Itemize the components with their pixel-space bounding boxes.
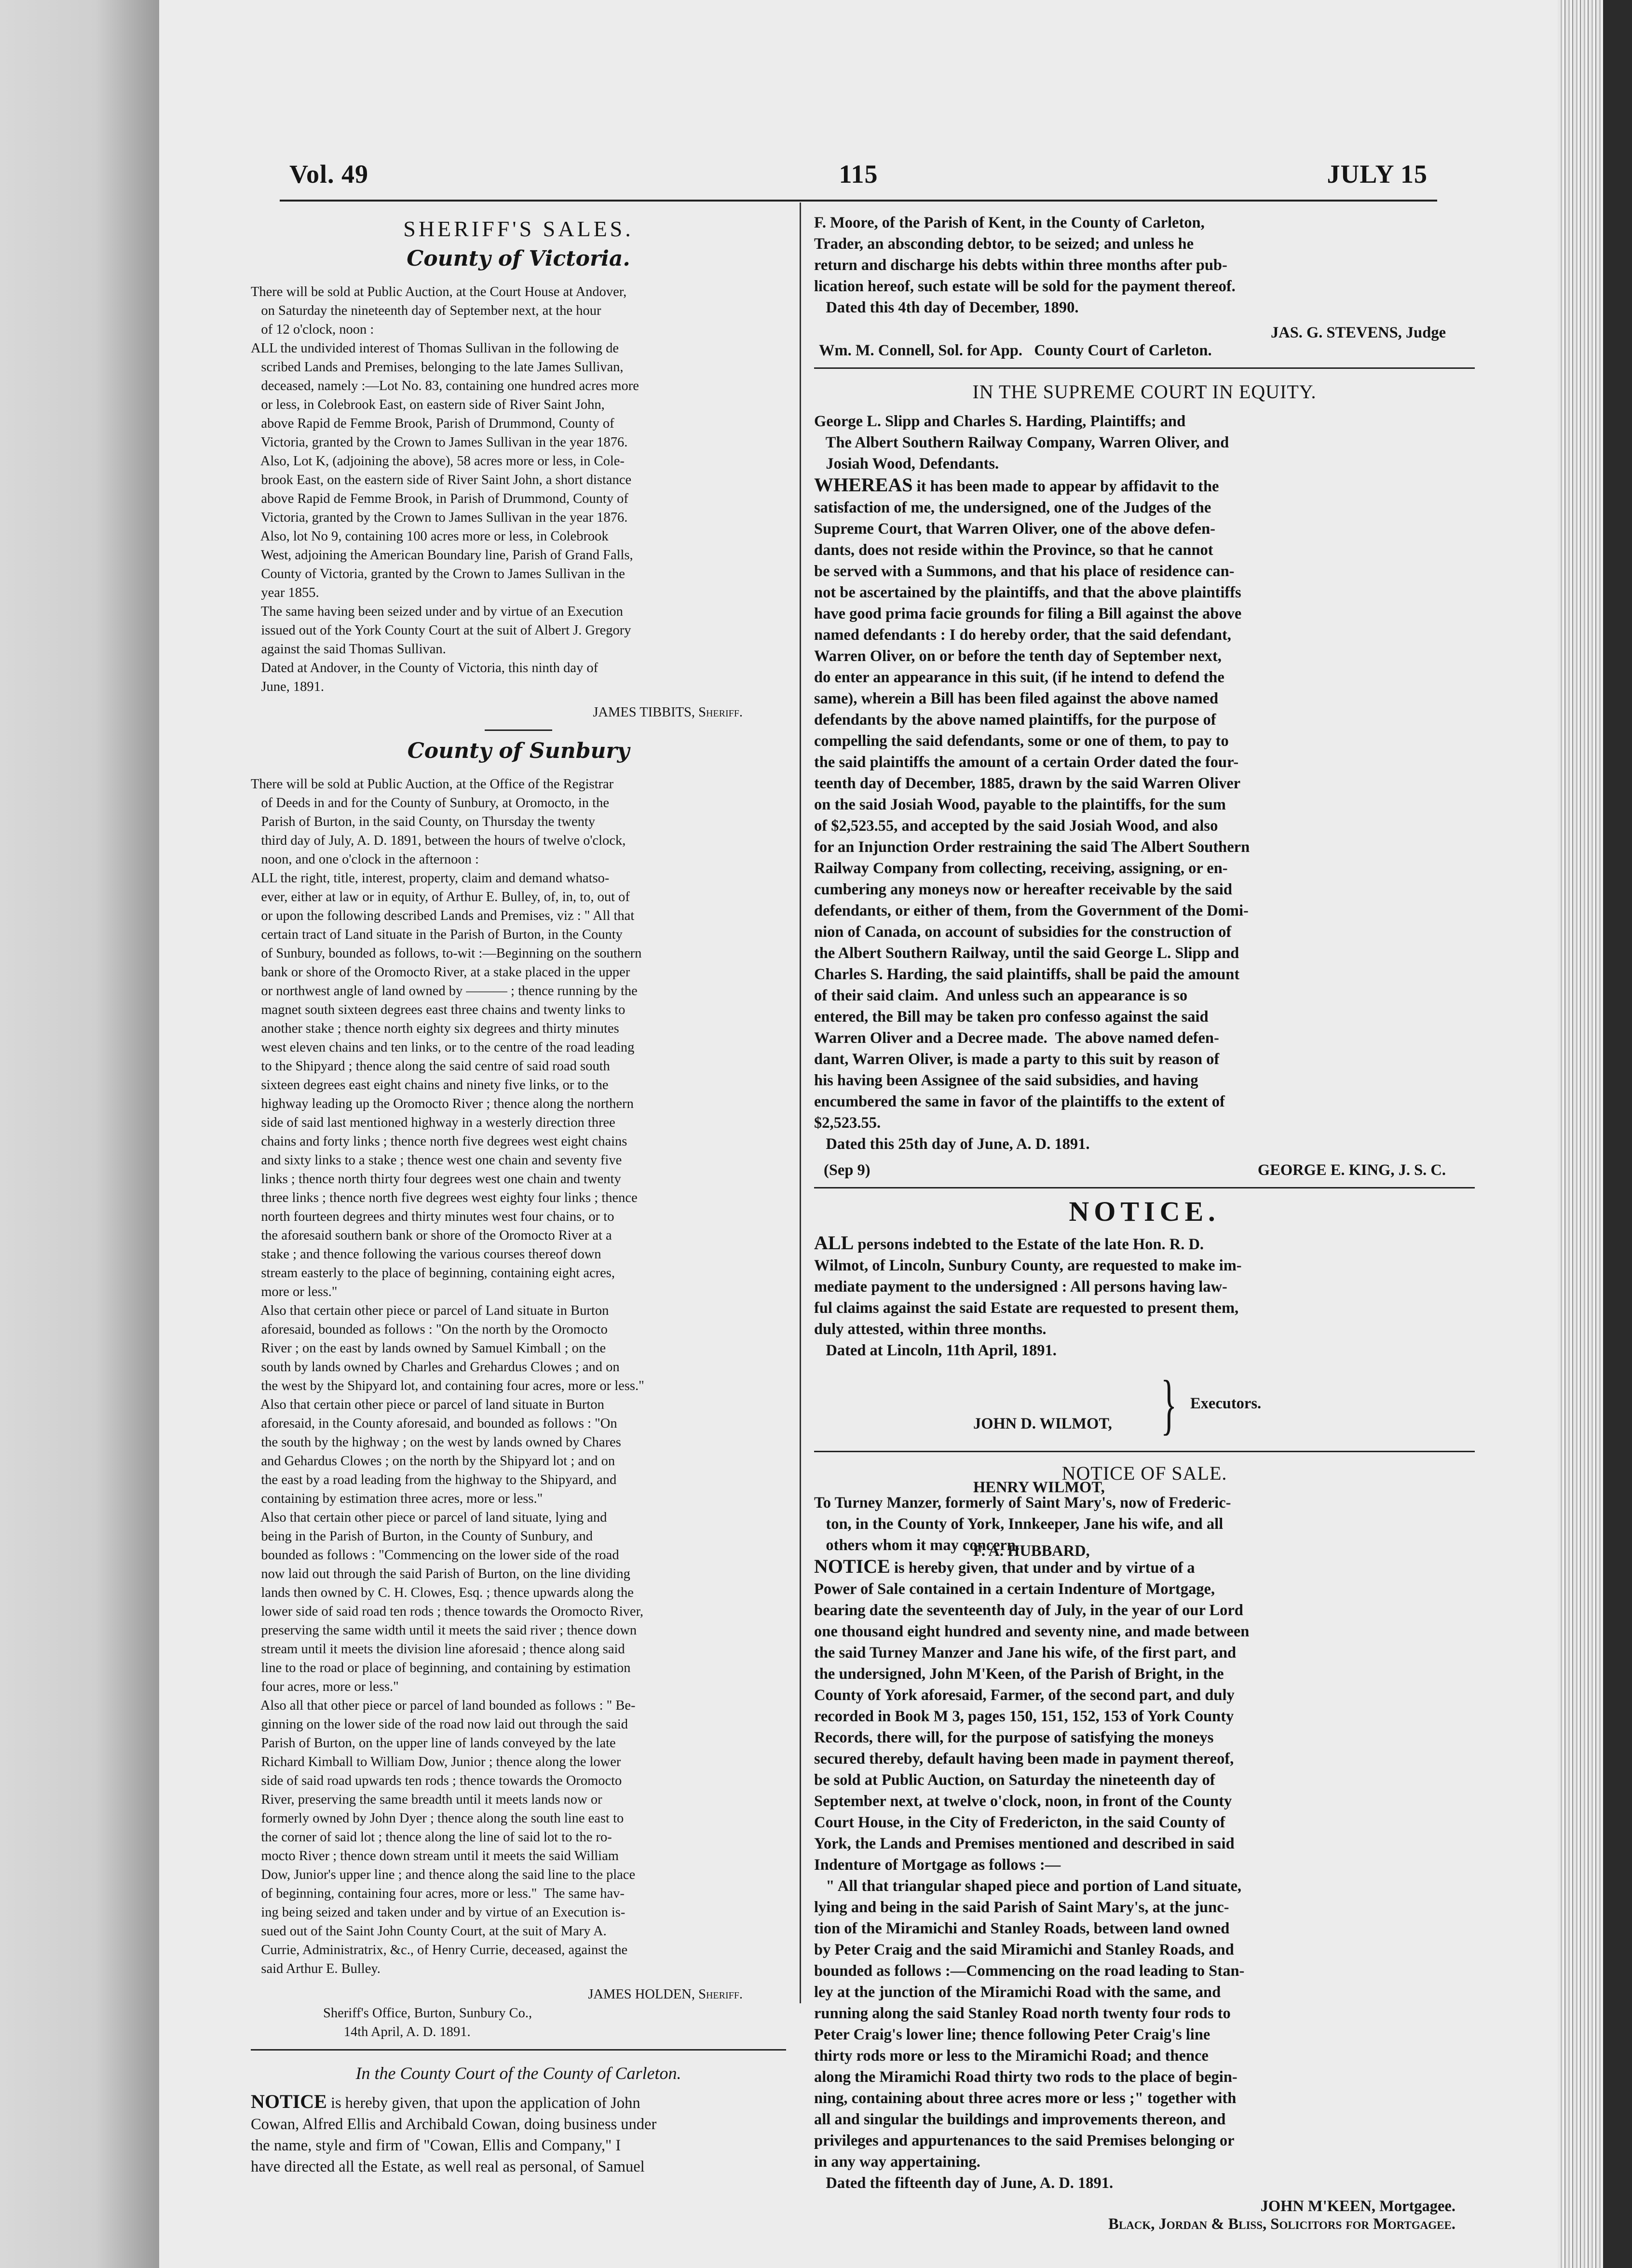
text-line: the Albert Southern Railway, until the said George L. Slipp and xyxy=(814,945,1239,962)
text-line: bounded as follows :—Commencing on the road leading to Stan- xyxy=(814,1962,1245,1980)
text-line: River ; on the east by lands owned by Samuel Kimball ; on the xyxy=(251,1341,606,1356)
text-line: F. Moore, of the Parish of Kent, in the County of Carleton, xyxy=(814,214,1205,231)
text-line: the said Turney Manzer and Jane his wife, of the first part, and xyxy=(814,1644,1237,1661)
section-rule xyxy=(814,1451,1475,1452)
text-line: sued out of the Saint John County Court, at the suit of Mary A. xyxy=(251,1924,607,1939)
text-line: cumbering any moneys now or hereafter receivable by the said xyxy=(814,881,1232,898)
text-line: West, adjoining the American Boundary line, Parish of Grand Falls, xyxy=(251,548,633,563)
text-line: Josiah Wood, Defendants. xyxy=(814,455,999,472)
issue-date: JULY 15 xyxy=(1327,160,1428,189)
text-line: The Albert Southern Railway Company, Warren Oliver, and xyxy=(814,434,1229,451)
header-rule xyxy=(280,200,1437,202)
text-line: bearing date the seventeenth day of July, in the year of our Lord xyxy=(814,1602,1243,1619)
text-line: stream until it meets the division line aforesaid ; thence along said xyxy=(251,1642,625,1657)
text-line: Power of Sale contained in a certain Indenture of Mortgage, xyxy=(814,1580,1215,1598)
text-line: four acres, more or less." xyxy=(251,1679,399,1694)
text-line: deceased, namely :—Lot No. 83, containing one hundred acres more xyxy=(251,378,639,393)
wilmot-notice-body xyxy=(814,1232,1475,1361)
text-line: recorded in Book M 3, pages 150, 151, 152, 153 of York County xyxy=(814,1708,1234,1725)
text-line: named defendants : I do hereby order, that the said defendant, xyxy=(814,626,1231,644)
text-line: Cowan, Alfred Ellis and Archibald Cowan, doing business under xyxy=(251,2116,657,2133)
text-line: against the said Thomas Sullivan. xyxy=(251,642,446,657)
text-line: be sold at Public Auction, on Saturday the nineteenth day of xyxy=(814,1771,1215,1789)
text-line: Peter Craig's lower line; thence following Peter Craig's line xyxy=(814,2026,1210,2043)
sep-reference: (Sep 9) xyxy=(824,1161,870,1179)
text-line: lying and being in the said Parish of Saint Mary's, at the junc- xyxy=(814,1899,1229,1916)
text-line: Records, there will, for the purpose of satisfying the moneys xyxy=(814,1729,1214,1746)
carleton-notice-body xyxy=(251,2091,786,2177)
text-line: the undersigned, John M'Keen, of the Parish of Bright, in the xyxy=(814,1665,1224,1683)
solicitors-line: Black, Jordan & Bliss, Solicitors for Mortgagee. xyxy=(1108,2215,1455,2233)
text-line: $2,523.55. xyxy=(814,1114,881,1132)
facing-page-edge xyxy=(0,0,159,2268)
text-line: aforesaid, bounded as follows : "On the north by the Oromocto xyxy=(251,1322,608,1337)
text-line: County of Victoria, granted by the Crown to James Sullivan in the xyxy=(251,567,625,581)
text-line: have good prima facie grounds for filing a Bill against the above xyxy=(814,605,1242,622)
sale-addressees xyxy=(814,1492,1475,1556)
text-line: be served with a Summons, and that his place of residence can- xyxy=(814,563,1235,580)
text-line: ginning on the lower side of the road now laid out through the said xyxy=(251,1717,628,1732)
text-line: dant, Warren Oliver, is made a party to this suit by reason of xyxy=(814,1051,1220,1068)
sheriff-office xyxy=(251,2004,786,2041)
text-line: is hereby given, that under and by virtue of a xyxy=(890,1559,1195,1577)
executor-name: F. A. HUBBARD, xyxy=(973,1542,1090,1560)
text-line: stake ; and thence following the various courses thereof down xyxy=(251,1247,601,1262)
text-line: have directed all the Estate, as well real as personal, of Samuel xyxy=(251,2158,645,2175)
text-line: Railway Company from collecting, receiving, assigning, or en- xyxy=(814,860,1228,877)
text-line: and sixty links to a stake ; thence west one chain and seventy five xyxy=(251,1153,622,1168)
text-line: above Rapid de Femme Brook, Parish of Drummond, County of xyxy=(251,416,614,431)
text-line: Also that certain other piece or parcel of land situate, lying and xyxy=(251,1510,607,1525)
text-line: Parish of Burton, in the said County, on Thursday the twenty xyxy=(251,814,596,829)
whereas-lead-word: WHEREAS xyxy=(814,474,913,496)
text-line: magnet south sixteen degrees east three chains and twenty links to xyxy=(251,1002,626,1017)
text-line: aforesaid, in the County aforesaid, and bounded as follows : "On xyxy=(251,1416,617,1431)
text-line: compelling the said defendants, some or one of them, to pay to xyxy=(814,732,1229,750)
sale-body xyxy=(814,1556,1475,2194)
text-line: issued out of the York County Court at the suit of Albert J. Gregory xyxy=(251,623,631,638)
text-line: entered, the Bill may be taken pro confesso against the said xyxy=(814,1008,1209,1026)
text-line: more or less." xyxy=(251,1284,338,1299)
victoria-intro xyxy=(251,283,786,339)
text-line: Dated at Lincoln, 11th April, 1891. xyxy=(814,1342,1057,1359)
text-line: is hereby given, that upon the application of John xyxy=(326,2094,640,2112)
text-line: Also all that other piece or parcel of land bounded as follows : " Be- xyxy=(251,1698,636,1713)
text-line: west eleven chains and ten links, or to the centre of the road leading xyxy=(251,1040,635,1055)
text-line: south by lands owned by Charles and Grehardus Clowes ; and on xyxy=(251,1360,620,1375)
all-lead-word: ALL xyxy=(814,1232,854,1254)
page-stack-edge xyxy=(1558,0,1632,2268)
text-line: duly attested, within three months. xyxy=(814,1321,1047,1338)
text-line: mocto River ; thence down stream until it meets the said William xyxy=(251,1849,619,1863)
page-number: 115 xyxy=(839,160,878,189)
text-line: another stake ; thence north eighty six degrees and thirty minutes xyxy=(251,1021,619,1036)
text-line: There will be sold at Public Auction, at the Office of the Registrar xyxy=(251,777,614,792)
solicitor-line: Wm. M. Connell, Sol. for App. County Court of Carleton. xyxy=(819,342,1212,359)
text-line: Trader, an absconding debtor, to be seized; and unless he xyxy=(814,235,1194,253)
text-line: stream easterly to the place of beginning, containing eight acres, xyxy=(251,1266,615,1281)
text-line: preserving the same width until it meets the said river ; thence down xyxy=(251,1623,637,1638)
text-line: Also, Lot K, (adjoining the above), 58 acres more or less, in Cole- xyxy=(251,454,625,469)
text-line: Richard Kimball to William Dow, Junior ; thence along the lower xyxy=(251,1755,621,1769)
text-line: being in the Parish of Burton, in the County of Sunbury, and xyxy=(251,1529,593,1544)
text-line: the aforesaid southern bank or shore of the Oromocto River at a xyxy=(251,1228,612,1243)
text-line: ful claims against the said Estate are requested to present them, xyxy=(814,1299,1239,1317)
left-column xyxy=(251,212,786,2175)
text-line: links ; thence north thirty four degrees west one chain and twenty xyxy=(251,1172,621,1187)
text-line: ing being seized and taken under and by virtue of an Execution is- xyxy=(251,1905,626,1920)
text-line: or northwest angle of land owned by ——— ; thence running by the xyxy=(251,984,638,999)
text-line: of Sunbury, bounded as follows, to-wit :—Beginning on the southern xyxy=(251,946,642,961)
text-line: the west by the Shipyard lot, and containing four acres, more or less." xyxy=(251,1378,644,1393)
text-line: lower side of said road ten rods ; thence towards the Oromocto River, xyxy=(251,1604,644,1619)
text-line: Victoria, granted by the Crown to James Sullivan in the year 1876. xyxy=(251,435,628,450)
text-line: same), wherein a Bill has been filed against the above named xyxy=(814,690,1219,707)
newspaper-page xyxy=(159,0,1558,2268)
victoria-sheriff-signature: JAMES TIBBITS, Sheriff. xyxy=(593,705,743,720)
text-line: Also, lot No 9, containing 100 acres more or less, in Colebrook xyxy=(251,529,609,544)
text-line: and Gehardus Clowes ; on the north by the Shipyard lot ; and on xyxy=(251,1454,615,1469)
text-line: formerly owned by John Dyer ; thence along the south line east to xyxy=(251,1811,624,1826)
executor-name: HENRY WILMOT, xyxy=(973,1479,1105,1496)
text-line: running along the said Stanley Road north twenty four rods to xyxy=(814,2005,1231,2022)
text-line: three links ; thence north five degrees west eighty four links ; thence xyxy=(251,1190,638,1205)
volume-label: Vol. 49 xyxy=(289,160,369,189)
text-line: Wilmot, of Lincoln, Sunbury County, are requested to make im- xyxy=(814,1257,1242,1274)
text-line: There will be sold at Public Auction, at the Court House at Andover, xyxy=(251,284,627,299)
text-line: Dated this 25th day of June, A. D. 1891. xyxy=(814,1135,1090,1153)
text-line: Sheriff's Office, Burton, Sunbury Co., xyxy=(323,2006,532,2021)
text-line: on the said Josiah Wood, payable to the plaintiffs, for the sum xyxy=(814,796,1226,813)
text-line: York, the Lands and Premises mentioned and described in said xyxy=(814,1835,1235,1852)
text-line: it has been made to appear by affidavit to the xyxy=(912,478,1219,495)
text-line: Indenture of Mortgage as follows :— xyxy=(814,1856,1061,1874)
text-line: Parish of Burton, on the upper line of lands conveyed by the late xyxy=(251,1736,616,1751)
mortgagee-signature: JOHN M'KEEN, Mortgagee. xyxy=(1260,2198,1455,2215)
text-line: Also that certain other piece or parcel of Land situate in Burton xyxy=(251,1303,609,1318)
text-line: mediate payment to the undersigned : All persons having law- xyxy=(814,1278,1227,1296)
text-line: Court House, in the City of Fredericton, in the said County of xyxy=(814,1814,1225,1831)
text-line: Warren Oliver, on or before the tenth day of September next, xyxy=(814,648,1222,665)
text-line: his having been Assignee of the said subsidies, and having xyxy=(814,1072,1198,1089)
text-line: The same having been seized under and by virtue of an Execution xyxy=(251,604,623,619)
text-line: satisfaction of me, the undersigned, one of the Judges of the xyxy=(814,499,1211,516)
carleton-notice-continued xyxy=(814,212,1475,318)
text-line: 14th April, A. D. 1891. xyxy=(323,2025,471,2039)
sunbury-heading: County of Sunbury xyxy=(407,739,630,763)
text-line: Dated the fifteenth day of June, A. D. 1891. xyxy=(814,2174,1114,2192)
text-line: certain tract of Land situate in the Parish of Burton, in the County xyxy=(251,927,623,942)
text-line: of beginning, containing four acres, more or less." The same hav- xyxy=(251,1886,625,1901)
text-line: ALL the right, title, interest, property, claim and demand whatso- xyxy=(251,871,610,886)
sale-lead-word: NOTICE xyxy=(814,1555,890,1577)
equity-heading: IN THE SUPREME COURT IN EQUITY. xyxy=(972,381,1317,403)
text-line: encumbered the same in favor of the plaintiffs to the extent of xyxy=(814,1093,1225,1110)
text-line: secured thereby, default having been made in payment thereof, xyxy=(814,1750,1234,1768)
sheriffs-sales-title: SHERIFF'S SALES. xyxy=(403,216,634,241)
text-line: noon, and one o'clock in the afternoon : xyxy=(251,852,479,867)
text-line: north fourteen degrees and thirty minutes west four chains, or to xyxy=(251,1209,614,1224)
section-rule xyxy=(485,729,552,731)
text-line: return and discharge his debts within three months after pub- xyxy=(814,256,1227,274)
text-line: do enter an appearance in this suit, (if he intend to defend the xyxy=(814,669,1224,686)
text-line: teenth day of December, 1885, drawn by the said Warren Oliver xyxy=(814,775,1241,792)
text-line: nion of Canada, on account of subsidies for the construction of xyxy=(814,923,1232,941)
text-line: on Saturday the nineteenth day of September next, at the hour xyxy=(251,303,601,318)
text-line: George L. Slipp and Charles S. Harding, Plaintiffs; and xyxy=(814,413,1186,430)
text-line: thirty rods more or less to the Miramichi Road; and thence xyxy=(814,2047,1209,2065)
right-column xyxy=(814,212,1475,2233)
text-line: chains and forty links ; thence north five degrees west eight chains xyxy=(251,1134,627,1149)
text-line: the east by a road leading from the highway to the Shipyard, and xyxy=(251,1472,617,1487)
text-line: lands then owned by C. H. Clowes, Esq. ; thence upwards along the xyxy=(251,1585,634,1600)
text-line: Warren Oliver and a Decree made. The above named defen- xyxy=(814,1029,1219,1047)
text-line: or upon the following described Lands and Premises, viz : " All that xyxy=(251,908,635,923)
text-line: not be ascertained by the plaintiffs, and that the above plaintiffs xyxy=(814,584,1241,601)
section-rule xyxy=(251,2049,786,2051)
text-line: lication hereof, such estate will be sold for the payment thereof. xyxy=(814,278,1236,295)
text-line: privileges and appurtenances to the said Premises belonging or xyxy=(814,2132,1235,2149)
text-line: bank or shore of the Oromocto River, at a stake placed in the upper xyxy=(251,965,630,980)
executor-names xyxy=(973,1371,1112,1604)
text-line: September next, at twelve o'clock, noon, in front of the County xyxy=(814,1793,1232,1810)
text-line: To Turney Manzer, formerly of Saint Mary's, now of Frederic- xyxy=(814,1494,1231,1512)
text-line: for an Injunction Order restraining the said The Albert Southern xyxy=(814,838,1250,856)
text-line: tion of the Miramichi and Stanley Roads, between land owned xyxy=(814,1920,1230,1937)
text-line: to the Shipyard ; thence along the said centre of said road south xyxy=(251,1059,610,1074)
text-line: of $2,523.55, and accepted by the said Josiah Wood, and also xyxy=(814,817,1218,835)
text-line: the said plaintiffs the amount of a certain Order dated the four- xyxy=(814,754,1239,771)
executors-label: Executors. xyxy=(1190,1395,1262,1412)
text-line: of their said claim. And unless such an appearance is so xyxy=(814,987,1188,1004)
brace-icon: } xyxy=(1160,1367,1177,1442)
notice-lead-word: NOTICE xyxy=(251,2091,327,2112)
text-line: by Peter Craig and the said Miramichi and Stanley Roads, and xyxy=(814,1941,1234,1958)
text-line: one thousand eight hundred and seventy nine, and made between xyxy=(814,1623,1250,1640)
sunbury-sheriff-signature: JAMES HOLDEN, Sheriff. xyxy=(588,1987,743,2002)
text-line: along the Miramichi Road thirty two rods to the place of begin- xyxy=(814,2068,1238,2086)
text-line: ton, in the County of York, Innkeeper, Jane his wife, and all xyxy=(814,1515,1224,1533)
text-line: containing by estimation three acres, more or less." xyxy=(251,1491,543,1506)
text-line: said Arthur E. Bulley. xyxy=(251,1961,381,1976)
notice-heading: NOTICE. xyxy=(1069,1196,1220,1227)
text-line: above Rapid de Femme Brook, in Parish of Drummond, County of xyxy=(251,491,628,506)
text-line: third day of July, A. D. 1891, between the hours of twelve o'clock, xyxy=(251,833,626,848)
carleton-court-heading: In the County Court of the County of Carleton. xyxy=(355,2064,681,2083)
text-line: defendants, or either of them, from the Government of the Domi- xyxy=(814,902,1249,919)
text-line: Dow, Junior's upper line ; and thence along the said line to the place xyxy=(251,1867,636,1882)
text-line: ALL the undivided interest of Thomas Sullivan in the following de xyxy=(251,341,619,356)
text-line: all and singular the buildings and improvements thereon, and xyxy=(814,2111,1226,2128)
page-header xyxy=(289,159,1428,198)
text-line: " All that triangular shaped piece and portion of Land situate, xyxy=(814,1877,1242,1895)
victoria-body xyxy=(251,339,786,696)
text-line: County of York aforesaid, Farmer, of the second part, and duly xyxy=(814,1687,1235,1704)
text-line: the name, style and firm of "Cowan, Ellis and Company," I xyxy=(251,2137,621,2154)
text-line: ever, either at law or in equity, of Arthur E. Bulley, of, in, to, out of xyxy=(251,890,630,904)
text-line: line to the road or place of beginning, and containing by estimation xyxy=(251,1660,631,1675)
text-line: defendants by the above named plaintiffs, for the purpose of xyxy=(814,711,1216,729)
equity-parties xyxy=(814,411,1475,474)
text-line: Victoria, granted by the Crown to James Sullivan in the year 1876. xyxy=(251,510,628,525)
text-line: side of said last mentioned highway in a westerly direction three xyxy=(251,1115,615,1130)
text-line: River, preserving the same breadth until it meets lands now or xyxy=(251,1792,602,1807)
text-line: Also that certain other piece or parcel of land situate in Burton xyxy=(251,1397,604,1412)
victoria-heading: County of Victoria. xyxy=(407,246,630,271)
sunbury-intro xyxy=(251,775,786,869)
text-line: of 12 o'clock, noon : xyxy=(251,322,374,337)
text-line: June, 1891. xyxy=(251,679,324,694)
sunbury-body xyxy=(251,869,786,1978)
column-divider xyxy=(800,202,801,2003)
text-line: ley at the junction of the Miramichi Road with the same, and xyxy=(814,1984,1221,2001)
text-line: highway leading up the Oromocto River ; thence along the northern xyxy=(251,1096,634,1111)
text-line: sixteen degrees east eight chains and ninety five links, or to the xyxy=(251,1078,609,1093)
text-line: the corner of said lot ; thence along the line of said lot to the ro- xyxy=(251,1830,612,1845)
text-line: side of said road upwards ten rods ; thence towards the Oromocto xyxy=(251,1773,622,1788)
text-line: Dated at Andover, in the County of Victoria, this ninth day of xyxy=(251,661,598,675)
equity-body xyxy=(814,474,1475,1155)
text-line: ning, containing about three acres more or less ;" together with xyxy=(814,2090,1237,2107)
text-line: year 1855. xyxy=(251,585,319,600)
judge-signature: JAS. G. STEVENS, Judge xyxy=(1270,324,1446,341)
text-line: Dated this 4th day of December, 1890. xyxy=(814,299,1079,316)
notice-of-sale-heading: NOTICE OF SALE. xyxy=(1061,1462,1227,1484)
text-line: in any way appertaining. xyxy=(814,2153,980,2171)
text-line: Supreme Court, that Warren Oliver, one of the above defen- xyxy=(814,520,1216,538)
executor-name: JOHN D. WILMOT, xyxy=(973,1415,1112,1432)
section-rule xyxy=(814,367,1475,369)
text-line: or less, in Colebrook East, on eastern side of River Saint John, xyxy=(251,397,605,412)
text-line: persons indebted to the Estate of the late Hon. R. D. xyxy=(854,1236,1204,1253)
equity-signature-line xyxy=(814,1161,1475,1179)
text-line: of Deeds in and for the County of Sunbury, at Oromocto, in the xyxy=(251,796,609,810)
text-line: Currie, Administratrix, &c., of Henry Currie, deceased, against the xyxy=(251,1943,628,1958)
text-line: bounded as follows : "Commencing on the lower side of the road xyxy=(251,1548,619,1563)
text-line: now laid out through the said Parish of Burton, on the line dividing xyxy=(251,1566,630,1581)
text-line: others whom it may concern. xyxy=(814,1537,1020,1554)
justice-signature: GEORGE E. KING, J. S. C. xyxy=(1257,1161,1446,1179)
text-line: the south by the highway ; on the west by lands owned by Chares xyxy=(251,1435,621,1450)
text-line: dants, does not reside within the Province, so that he cannot xyxy=(814,541,1213,559)
text-line: Charles S. Harding, the said plaintiffs, shall be paid the amount xyxy=(814,966,1240,983)
section-rule xyxy=(814,1187,1475,1188)
text-line: brook East, on the eastern side of River Saint John, a short distance xyxy=(251,472,632,487)
text-line: scribed Lands and Premises, belonging to the late James Sullivan, xyxy=(251,360,624,375)
